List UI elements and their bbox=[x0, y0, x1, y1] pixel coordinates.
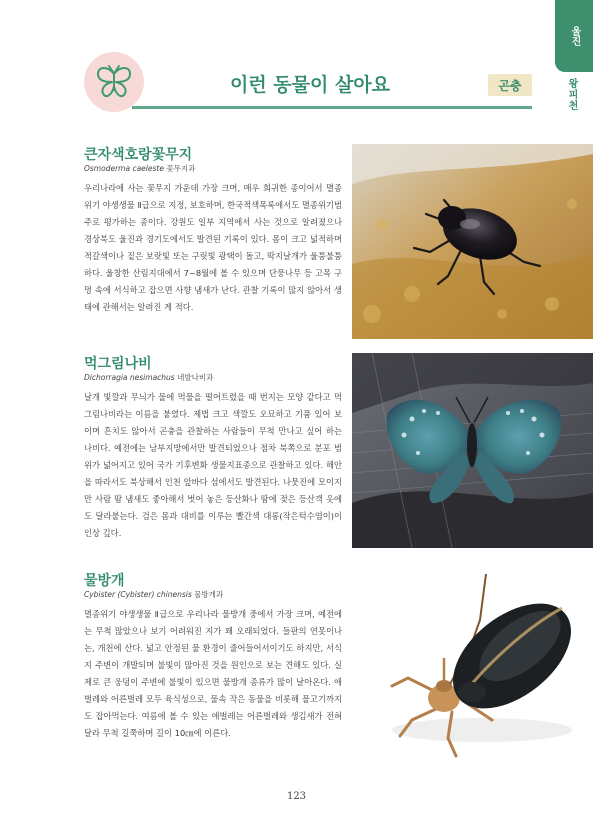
page-title: 이런 동물이 살아요 bbox=[229, 74, 391, 96]
description-beetle: 우리나라에 사는 꽃무지 가운데 가장 크며, 매우 희귀한 종이어서 멸종위기 야생생물 Ⅱ급으로 지정, 보호하며, 한국적색목록에서도 멸종위기범주로 평가하는 종이다. 강원도 일부 지역에서 사는 것으로 알려졌으나 경상북도 울진과 경기도에서도 발견된 기록이 있다. 몸이 크고 넓적하며 적갈색이나 짙은 보랏빛 또는 구릿빛 광택이 돌고, 딱지날개가 울퉁불퉁하다. 울창한 산림지대에서 7~8월에 볼 수 있으며 단풍나무 등 고목 구멍 속에 서식하고 잡으면 사향 냄새가 난다. 관찰 기록이 많지 않아서 생태에 관해서는 알려진 게 적다. bbox=[84, 183, 342, 312]
description-diving-beetle: 멸종위기 야생생물 Ⅱ급으로 우리나라 물방개 중에서 가장 크며, 예전에는 무척 많았으나 보기 어려워진 지가 꽤 오래되었다. 들판의 연못이나 논, 개천에 산다. 넓고 안정된 물 환경이 줄어들어서이기도 하지만, 서식지 주변이 개발되며 불빛이 많아진 것을 원인으로 보는 견해도 있다. 실제로 큰 웅덩이 주변에 불빛이 있으면 물방개 종류가 많이 날아온다. 애벌레와 어른벌레 모두 육식성으로, 물속 작은 동물을 비롯해 물고기까지도 잡아먹는다. 여름에 볼 수 있는 애벌레는 어른벌레와 생김새가 전혀 달라 무척 길쭉하며 길이 10㎝에 이른다. bbox=[84, 609, 342, 738]
scientific-name-beetle bbox=[84, 163, 195, 174]
region-sub-label: 왕피천 bbox=[566, 78, 577, 111]
section-title-beetle: 큰자색호랑꽃무지 bbox=[84, 147, 193, 163]
section-title-butterfly: 먹그림나비 bbox=[84, 356, 152, 372]
description-butterfly: 날개 빛깔과 무늬가 물에 먹물을 떨어트렸을 때 번지는 모양 같다고 먹그림나비라는 이름을 붙였다. 제법 크고 색깔도 오묘하고 기품 있어 보이며 흔치도 않아서 곤충을 관찰하는 사람들이 무척 만나고 싶어 하는 나비다. 예전에는 남부지방에서만 발견되었으나 점차 북쪽으로 분포 범위가 넓어지고 있어 국가 기후변화 생물지표종으로 관찰하고 있다. 해안을 따라서도 북상해서 인천 앞바다 섬에서도 발견된다. 나뭇진에 모이지만 사람 땀 냄새도 좋아해서 벗어 놓은 등산화나 땀에 젖은 등산객 옷에도 달라붙는다. 검은 몸과 대비를 이루는 빨간색 대롱(작은턱수염이)이 인상 깊다. bbox=[84, 392, 342, 538]
region-tab-label: 울진 bbox=[569, 26, 580, 46]
family-name: 네발나비과 bbox=[177, 373, 214, 382]
region-tab[interactable] bbox=[555, 0, 593, 72]
butterfly-icon bbox=[94, 64, 134, 100]
latin-name: Osmoderma caeleste bbox=[84, 164, 164, 173]
latin-name: Cybister (Cybister) chinensis bbox=[84, 590, 192, 599]
photo-diving-beetle bbox=[352, 560, 593, 760]
scientific-name-butterfly bbox=[84, 372, 213, 383]
section-title-diving-beetle: 물방개 bbox=[84, 573, 125, 589]
photo-dichorragia-butterfly bbox=[352, 353, 593, 548]
scientific-name-diving-beetle bbox=[84, 589, 223, 600]
photo-hermit-beetle bbox=[352, 144, 593, 339]
family-name: 꽃무지과 bbox=[166, 164, 196, 173]
page-number: 123 bbox=[286, 791, 307, 802]
family-name: 물방개과 bbox=[194, 590, 224, 599]
header-icon-circle bbox=[84, 52, 144, 112]
header-divider bbox=[132, 106, 532, 109]
latin-name: Dichorragia nesimachus bbox=[84, 373, 175, 382]
category-badge: 곤충 bbox=[488, 74, 532, 96]
